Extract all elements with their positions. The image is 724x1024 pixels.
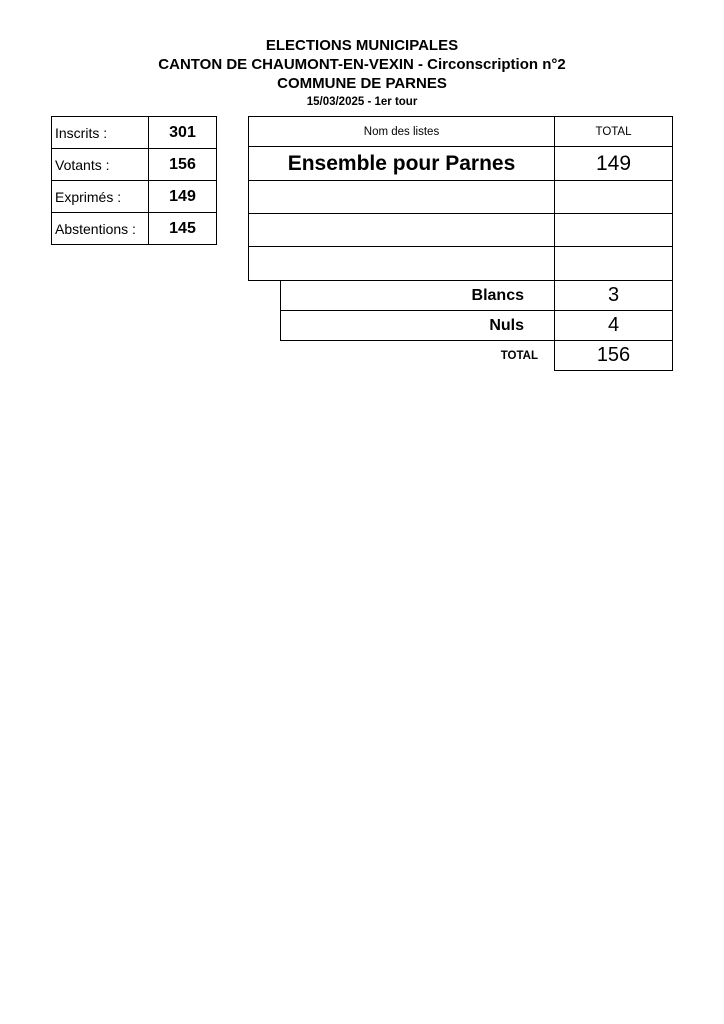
title-election: ELECTIONS MUNICIPALES <box>265 37 459 54</box>
blancs-value: 3 <box>554 280 673 311</box>
list-total-4 <box>554 246 673 281</box>
nuls-label: Nuls <box>280 310 555 341</box>
votants-label: Votants : <box>52 149 149 181</box>
abstentions-value: 145 <box>149 213 217 245</box>
participation-table <box>51 116 217 245</box>
inscrits-label: Inscrits : <box>52 117 149 149</box>
row-inscrits <box>52 117 217 149</box>
list-name-4 <box>248 246 555 281</box>
results-table <box>248 116 673 372</box>
exprimes-value: 149 <box>149 181 217 213</box>
document-header <box>0 36 724 111</box>
grand-total-value: 156 <box>554 340 673 371</box>
blancs-label: Blancs <box>280 280 555 311</box>
header-list-name: Nom des listes <box>248 116 555 147</box>
election-date: 15/03/2025 - 1er tour <box>306 96 418 108</box>
row-abstentions <box>52 213 217 245</box>
list-name-3 <box>248 213 555 247</box>
header-total: TOTAL <box>554 116 673 147</box>
list-total-2 <box>554 180 673 214</box>
list-name-1: Ensemble pour Parnes <box>248 146 555 181</box>
title-canton: CANTON DE CHAUMONT-EN-VEXIN - Circonscription n°2 <box>158 56 566 73</box>
votants-value: 156 <box>149 149 217 181</box>
exprimes-label: Exprimés : <box>52 181 149 213</box>
grand-total-label: TOTAL <box>500 349 538 362</box>
row-exprimes <box>52 181 217 213</box>
row-votants <box>52 149 217 181</box>
nuls-value: 4 <box>554 310 673 341</box>
inscrits-value: 301 <box>149 117 217 149</box>
list-total-3 <box>554 213 673 247</box>
list-total-1: 149 <box>554 146 673 181</box>
abstentions-label: Abstentions : <box>52 213 149 245</box>
list-name-2 <box>248 180 555 214</box>
title-commune: COMMUNE DE PARNES <box>277 75 447 92</box>
